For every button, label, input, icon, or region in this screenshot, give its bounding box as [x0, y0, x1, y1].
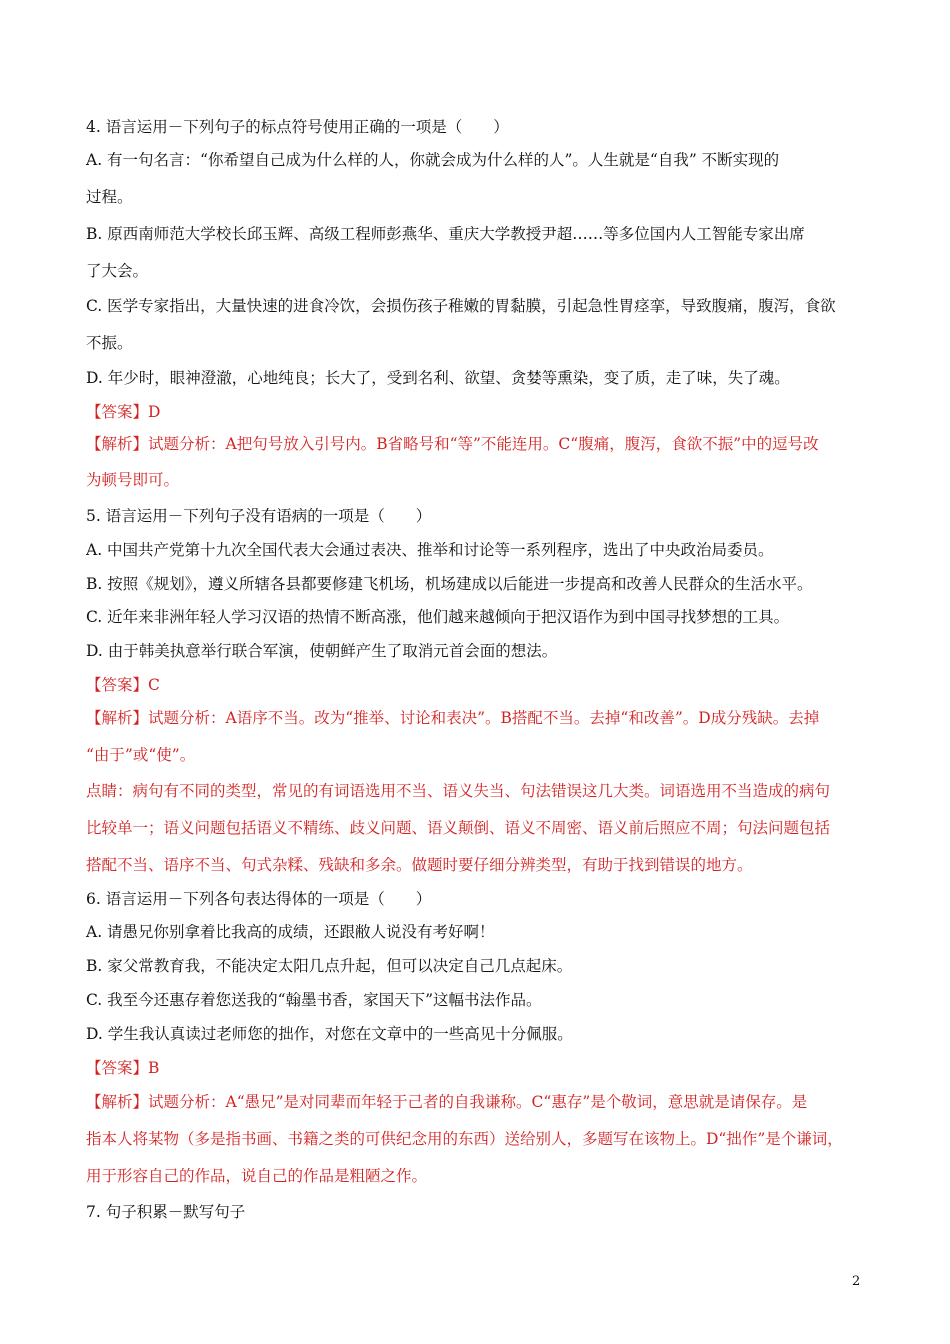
question-7: 7. 句子积累－默写句子	[86, 1203, 246, 1221]
q5-analysis-cont: “由于”或“使”。	[86, 746, 196, 764]
q4-analysis: 【解析】试题分析：A把句号放入引号内。B省略号和“等”不能连用。C“腹痛，腹泻，食欲不振”中的逗号改	[86, 435, 819, 453]
q4-option-a: A. 有一句名言：“你希望自己成为什么样的人，你就会成为什么样的人”。人生就是“自我” 不断实现的	[86, 151, 780, 169]
q4-option-d: D. 年少时，眼神澄澈，心地纯良；长大了，受到名利、欲望、贪婪等熏染，变了质，走了味，失了魂。	[86, 369, 790, 387]
q4-analysis-cont: 为顿号即可。	[86, 471, 180, 489]
q6-analysis: 【解析】试题分析：A“愚兄”是对同辈而年轻于己者的自我谦称。C“惠存”是个敬词，意思就是请保存。是	[86, 1093, 808, 1111]
question-4: 4. 语言运用－下列句子的标点符号使用正确的一项是（ ）	[86, 118, 509, 136]
q6-option-b: B. 家父常教育我，不能决定太阳几点升起，但可以决定自己几点起床。	[86, 957, 573, 975]
q6-analysis-cont-2: 用于形容自己的作品，说自己的作品是粗陋之作。	[86, 1167, 428, 1185]
q5-tip: 点睛：病句有不同的类型，常见的有词语选用不当、语义失当、句法错误这几大类。词语选用不当造成的病句	[86, 782, 831, 800]
q4-answer: 【答案】D	[86, 403, 161, 421]
q4-option-c: C. 医学专家指出，大量快速的进食冷饮，会损伤孩子稚嫩的胃黏膜，引起急性胃痉挛，导致腹痛，腹泻，食欲	[86, 297, 836, 315]
q5-option-b: B. 按照《规划》，遵义所辖各县都要修建飞机场，机场建成以后能进一步提高和改善人民群众的生活水平。	[86, 575, 813, 593]
q5-option-c: C. 近年来非洲年轻人学习汉语的热情不断高涨，他们越来越倾向于把汉语作为到中国寻找梦想的工具。	[86, 608, 790, 626]
question-5: 5. 语言运用－下列句子没有语病的一项是（ ）	[86, 507, 432, 525]
q5-option-d: D. 由于韩美执意举行联合军演，使朝鲜产生了取消元首会面的想法。	[86, 642, 558, 660]
q6-option-d: D. 学生我认真读过老师您的拙作，对您在文章中的一些高见十分佩服。	[86, 1025, 573, 1043]
q4-option-a-cont: 过程。	[86, 188, 133, 206]
q5-option-a: A. 中国共产党第十九次全国代表大会通过表决、推举和讨论等一系列程序，选出了中央政治局委员。	[86, 541, 774, 559]
question-6: 6. 语言运用－下列各句表达得体的一项是（ ）	[86, 890, 432, 908]
q5-analysis: 【解析】试题分析：A语序不当。改为“推举、讨论和表决”。B搭配不当。去掉“和改善”。D成分残缺。去掉	[86, 709, 820, 727]
q5-answer: 【答案】C	[86, 676, 160, 694]
q5-tip-cont-2: 搭配不当、语序不当、句式杂糅、残缺和多余。做题时要仔细分辨类型，有助于找到错误的地方。	[86, 856, 753, 874]
q6-option-c: C. 我至今还惠存着您送我的“翰墨书香，家国天下”这幅书法作品。	[86, 991, 542, 1009]
page-number: 2	[852, 1274, 861, 1289]
q6-analysis-cont-1: 指本人将某物（多是指书画、书籍之类的可供纪念用的东西）送给别人，多题写在该物上。D“拙作”是个谦词，	[86, 1130, 843, 1148]
q4-option-b: B. 原西南师范大学校长邱玉辉、高级工程师彭燕华、重庆大学教授尹超……等多位国内人工智能专家出席	[86, 225, 805, 243]
q4-option-c-cont: 不振。	[86, 334, 133, 352]
q4-option-b-cont: 了大会。	[86, 262, 149, 280]
q6-option-a: A. 请愚兄你别拿着比我高的成绩，还跟敝人说没有考好啊！	[86, 923, 495, 941]
q5-tip-cont-1: 比较单一；语义问题包括语义不精练、歧义问题、语义颠倒、语义不周密、语义前后照应不周；句法问题包括	[86, 819, 831, 837]
q6-answer: 【答案】B	[86, 1059, 160, 1077]
